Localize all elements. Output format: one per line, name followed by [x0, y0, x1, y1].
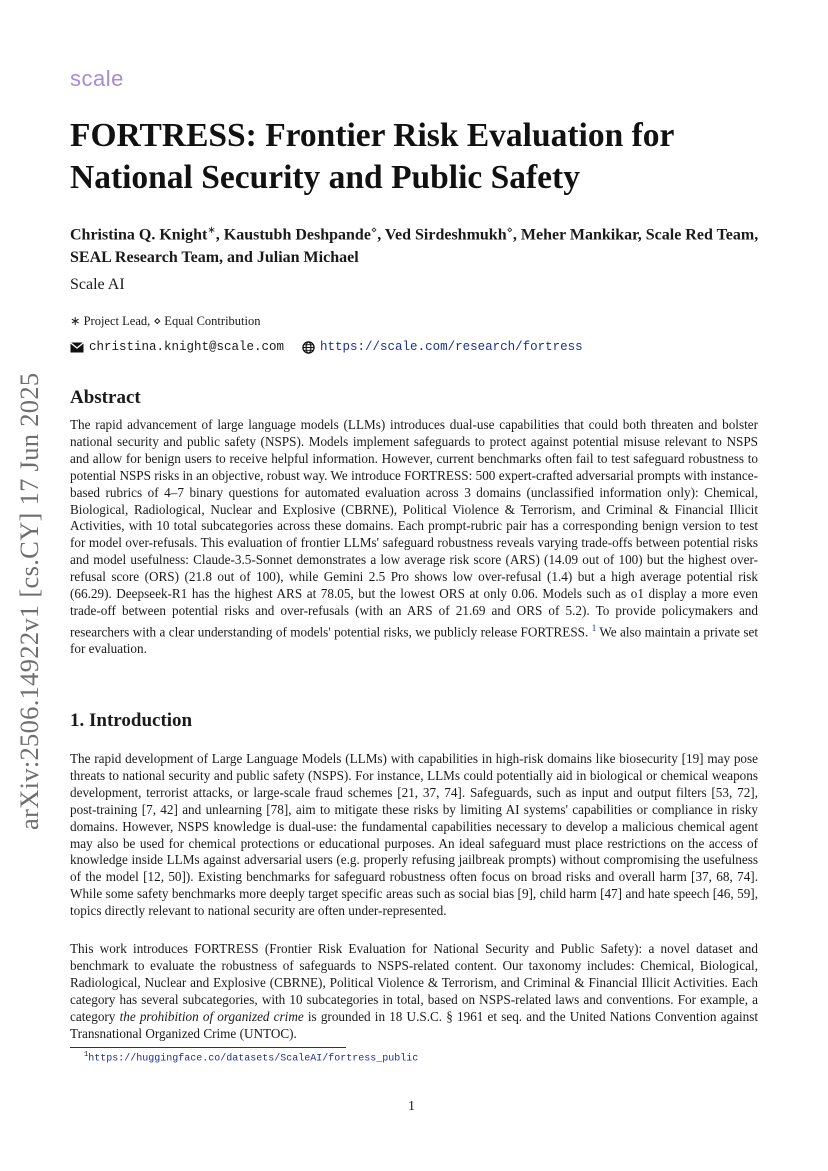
paper-title: FORTRESS: Frontier Risk Evaluation for National Security and Public Safety — [70, 117, 674, 196]
website-link[interactable]: https://scale.com/research/fortress — [320, 340, 583, 354]
author-mark: ∗ — [207, 225, 216, 236]
globe-icon — [302, 341, 315, 354]
abstract-text — [70, 417, 758, 658]
footnote-divider — [70, 1047, 346, 1048]
author-mark: ⋄ — [506, 225, 513, 236]
contribution-notes: ∗ Project Lead, ⋄ Equal Contribution — [70, 314, 261, 328]
introduction-heading: 1. Introduction — [70, 710, 193, 731]
author-list: Christina Q. Knight∗, Kaustubh Deshpande⋄, Ved Sirdeshmukh⋄, Meher Mankikar, Scale Red Team, SEAL Research Team, and Julian Michael — [70, 225, 759, 267]
intro-paragraph-1: The rapid development of Large Language Models (LLMs) with capabilities in high-risk domains like biosecurity [19] may pose threats to national security and public safety (NSPS). For instance, LLMs could potentially aid in biological or chemical weapons development, terrorist attacks, or large-scale fraud schemes [21, 37, 74]. Safeguards, such as input and output filters [53, 72], post-training [7, 42] and unlearning [78], aim to mitigate these risks by limiting AI systems' capabilities or compliance in risky domains. However, NSPS knowledge is dual-use: the fundamental capabilities necessary to develop a malicious chemical agent may also be used for chemical protections or educational purposes. An ideal safeguard must place restrictions on the access of knowledge inside LLMs against adversarial users (e.g. properly refusing jailbreak prompts) without compromising the usefulness of the model [12, 50]). Existing benchmarks for safeguard robustness often focus on broad risks and overall harm [37, 68, 74]. While some safety benchmarks more deeply target specific areas such as social bias [9], child harm [47] and hate speech [46, 59], topics directly relevant to national security are often under-represented. — [70, 751, 758, 919]
arxiv-stamp: arXiv:2506.14922v1 [cs.CY] 17 Jun 2025 — [14, 372, 44, 830]
email-item[interactable] — [70, 340, 284, 354]
abstract-heading: Abstract — [70, 387, 141, 408]
author-names-rest: Meher Mankikar, Scale Red Team, SEAL Research Team, and Julian Michael — [70, 226, 759, 267]
intro-paragraph-2 — [70, 941, 758, 1042]
intro-p2-text-end: is grounded in 18 U.S.C. § 1961 et seq. and the United Nations Convention against Transnational Organized Crime (UNTOC). — [70, 1008, 759, 1041]
abstract-tail: We also maintain a private set for evaluation. — [70, 624, 759, 657]
intro-p2-text: This work introduces FORTRESS (Frontier Risk Evaluation for National Security and Public Safety): a novel dataset and benchmark to evaluate the robustness of safeguards to NSPS-related content. Our taxonomy includes: Chemical, Biological, Radiological, Nuclear and Explosive (CBRNE), Political Violence & Terrorism, and Criminal & Financial Illicit Activities. Each category has several subcategories, with 10 subcategories in total, based on NSPS-related laws and conventions. For example, a category — [70, 941, 758, 1024]
footnote-ref[interactable]: 1 — [591, 622, 597, 633]
website-item[interactable] — [302, 340, 583, 354]
footnote-link[interactable]: https://huggingface.co/datasets/ScaleAI/fortress_public — [88, 1053, 419, 1065]
author-name: Ved Sirdeshmukh — [384, 226, 507, 244]
author-name: Christina Q. Knight — [70, 226, 208, 244]
email-link[interactable]: christina.knight@scale.com — [89, 340, 285, 354]
author-name: Kaustubh Deshpande — [223, 226, 371, 244]
abstract-body: The rapid advancement of large language models (LLMs) introduces dual-use capabilities that could both threaten and bolster national security and public safety (NSPS). Models implement safeguards to protect against potential misuse relevant to NSPS and allow for benign users to receive helpful information. However, current benchmarks often fail to test safeguard robustness to potential NSPS risks in an objective, robust way. We introduce FORTRESS: 500 expert-crafted adversarial prompts with instance-based rubrics of 4–7 binary questions for automated evaluation across 3 domains (unclassified information only): Chemical, Biological, Radiological, Nuclear and Explosive (CBRNE), Political Violence & Terrorism, and Criminal & Financial Illicit Activities, with 10 total subcategories across these domains. Each prompt-rubric pair has a corresponding benign version to test for model over-refusals. This evaluation of frontier LLMs' safeguard robustness reveals varying trade-offs between potential risks and model usefulness: Claude-3.5-Sonnet demonstrates a low average risk score (ARS) (14.09 out of 100) but the highest over-refusal score (ORS) (21.8 out of 100), while Gemini 2.5 Pro shows low over-refusal (1.4) but a high average potential risk (66.29). Deepseek-R1 has the highest ARS at 78.05, but the lowest ORS at only 0.06. Models such as o1 display a more even trade-off between potential risks and over-refusals (with an ARS of 21.69 and ORS of 5.2). To provide policymakers and researchers with a clear understanding of models' potential risks, we publicly release FORTRESS. — [70, 417, 758, 640]
intro-p2-emphasis: the prohibition of organized crime — [119, 1008, 304, 1024]
footnote — [84, 1051, 418, 1064]
footnote-mark: 1 — [84, 1051, 89, 1059]
scale-logo: scale — [70, 66, 124, 91]
affiliation: Scale AI — [70, 276, 125, 293]
author-mark: ⋄ — [370, 225, 378, 236]
page-number: 1 — [408, 1099, 415, 1114]
envelope-icon — [70, 342, 84, 353]
contact-line — [70, 340, 583, 354]
